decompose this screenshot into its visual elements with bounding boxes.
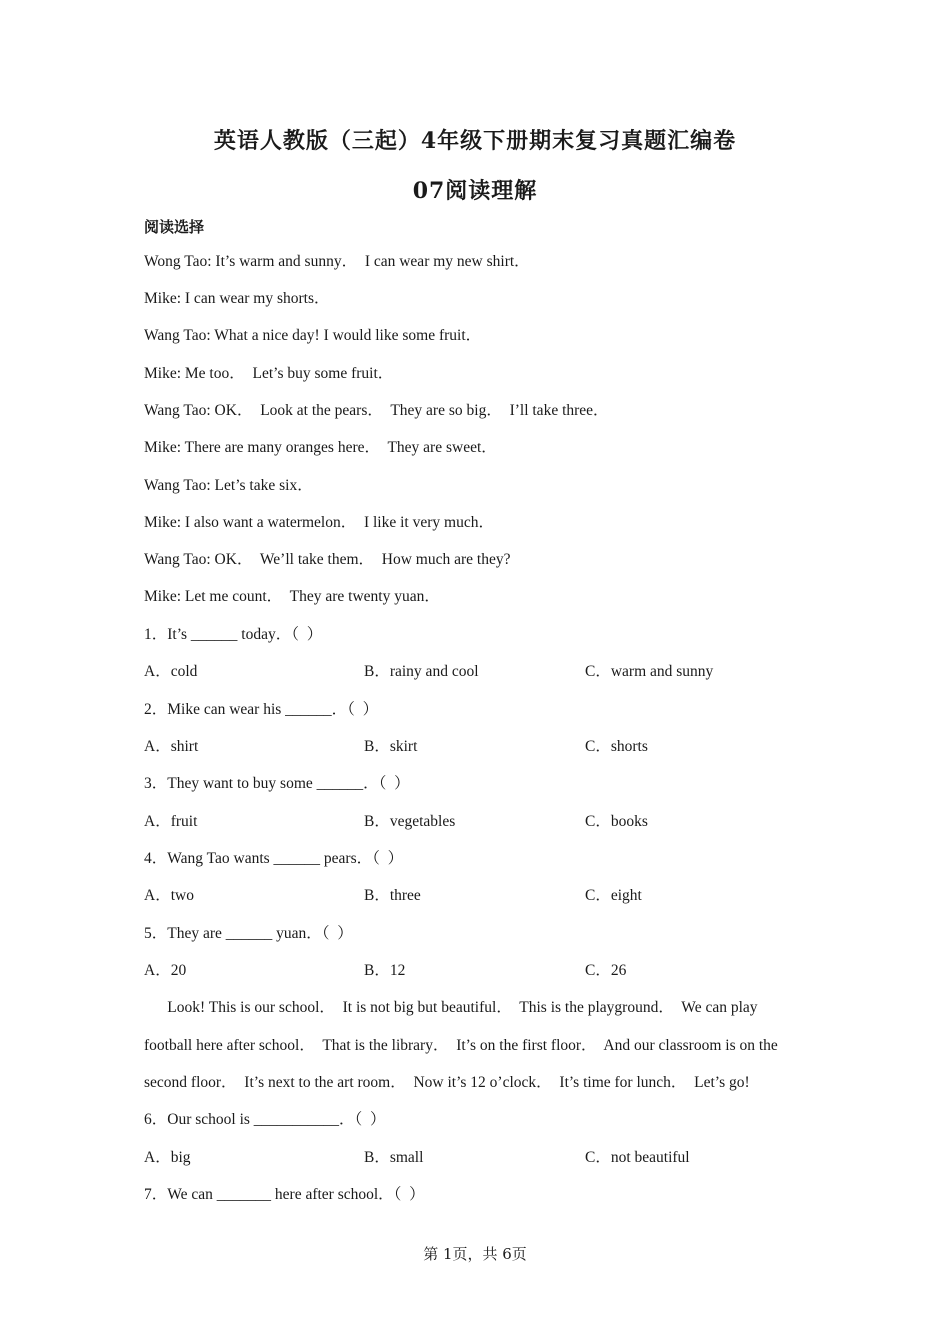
question-6: 6．Our school is ___________．（ ）	[144, 1111, 386, 1128]
option-b: B．rainy and cool	[364, 663, 479, 680]
option-a: A．shirt	[144, 738, 199, 755]
option-c: C．26	[585, 962, 627, 979]
option-b: B．three	[364, 887, 421, 904]
option-c: C．eight	[585, 887, 642, 904]
dialogue-line: Wang Tao: What a nice day! I would like some fruit．	[144, 327, 482, 344]
option-a: A．20	[144, 962, 187, 979]
option-a: A．two	[144, 887, 194, 904]
dialogue-line: Mike: I also want a watermelon． I like it very much．	[144, 514, 494, 531]
question-7: 7．We can _______ here after school．（ ）	[144, 1186, 425, 1203]
dialogue-line: Wang Tao: Let’s take six．	[144, 477, 313, 494]
dialogue-line: Wong Tao: It’s warm and sunny． I can wear my new shirt．	[144, 253, 530, 270]
option-a: A．fruit	[144, 813, 198, 830]
passage-line: second floor． It’s next to the art room． Now it’s 12 o’clock． It’s time for lunch． Let’s go!	[144, 1074, 750, 1091]
option-c: C．books	[585, 813, 648, 830]
option-b: B．small	[364, 1149, 424, 1166]
option-b: B．12	[364, 962, 406, 979]
dialogue-line: Mike: I can wear my shorts．	[144, 290, 330, 307]
passage-line: Look! This is our school． It is not big but beautiful． This is the playground． We can play	[144, 999, 758, 1016]
question-3: 3．They want to buy some ______．（ ）	[144, 775, 410, 792]
document-subtitle: 07阅读理解	[412, 178, 538, 204]
question-1: 1．It’s ______ today．（ ）	[144, 626, 323, 643]
passage-line: football here after school． That is the library． It’s on the first floor． And our classroom is on the	[144, 1037, 778, 1054]
section-heading: 阅读选择	[144, 218, 205, 236]
option-c: C．shorts	[585, 738, 648, 755]
dialogue-line: Wang Tao: OK． Look at the pears． They are so big． I’ll take three．	[144, 402, 609, 419]
option-c: C．not beautiful	[585, 1149, 690, 1166]
dialogue-line: Wang Tao: OK． We’ll take them． How much are they?	[144, 551, 511, 568]
option-a: A．big	[144, 1149, 191, 1166]
option-b: B．vegetables	[364, 813, 456, 830]
page-footer: 第 1页，共 6页	[423, 1245, 527, 1263]
dialogue-line: Mike: There are many oranges here． They are sweet．	[144, 439, 497, 456]
dialogue-line: Mike: Me too． Let’s buy some fruit．	[144, 365, 394, 382]
option-b: B．skirt	[364, 738, 418, 755]
question-4: 4．Wang Tao wants ______ pears．（ ）	[144, 850, 404, 867]
document-title: 英语人教版（三起）4年级下册期末复习真题汇编卷	[213, 128, 737, 154]
question-5: 5．They are ______ yuan．（ ）	[144, 925, 353, 942]
dialogue-line: Mike: Let me count． They are twenty yuan．	[144, 588, 440, 605]
option-c: C．warm and sunny	[585, 663, 714, 680]
question-2: 2．Mike can wear his ______．（ ）	[144, 701, 379, 718]
option-a: A．cold	[144, 663, 198, 680]
